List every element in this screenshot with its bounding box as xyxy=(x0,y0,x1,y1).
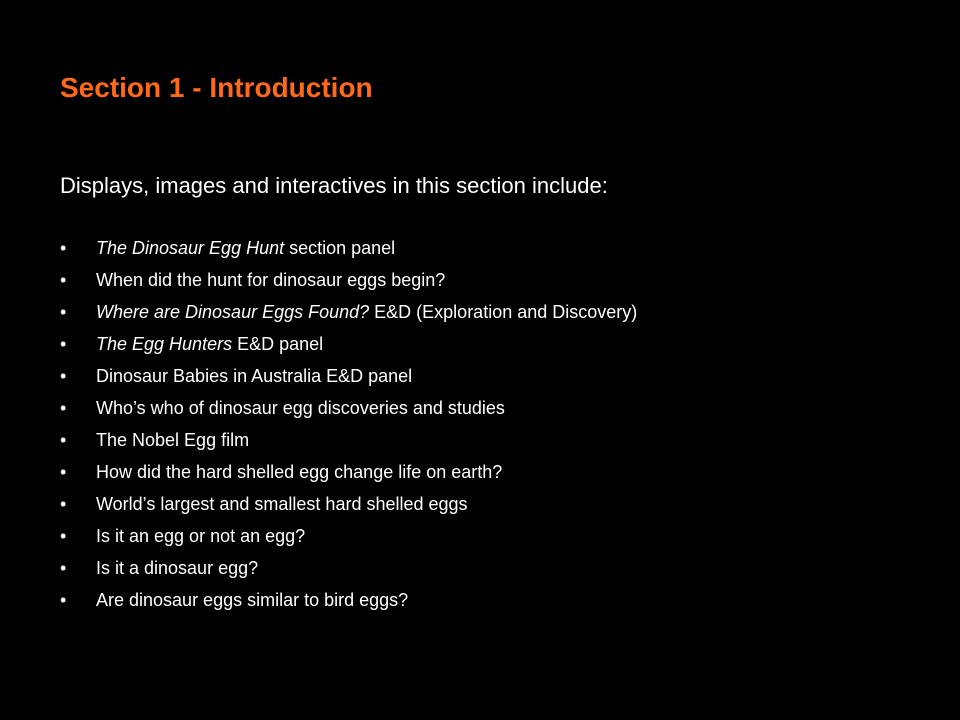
item-text: The Nobel Egg film xyxy=(96,430,250,450)
intro-text: Displays, images and interactives in this section include: xyxy=(60,173,608,198)
slide-title: Section 1 - Introduction xyxy=(60,72,373,103)
list-item xyxy=(60,236,637,268)
item-text: Who’s who of dinosaur egg discoveries and studies xyxy=(96,398,505,418)
item-text: How did the hard shelled egg change life on earth? xyxy=(96,462,503,482)
item-text: Is it an egg or not an egg? xyxy=(96,526,306,546)
item-italic-text: The Dinosaur Egg Hunt xyxy=(96,238,285,258)
list-item xyxy=(60,460,637,492)
item-text: Is it a dinosaur egg? xyxy=(96,558,259,578)
item-text: section panel xyxy=(284,238,396,258)
bullet-icon: • xyxy=(60,590,67,610)
item-italic-text: The Egg Hunters xyxy=(96,334,233,354)
item-text: E&D (Exploration and Discovery) xyxy=(369,302,638,322)
list-item xyxy=(60,396,637,428)
bullet-icon: • xyxy=(60,430,67,450)
bullet-icon: • xyxy=(60,526,67,546)
item-text: When did the hunt for dinosaur eggs begin? xyxy=(96,270,446,290)
bullet-icon: • xyxy=(60,558,67,578)
list-item xyxy=(60,524,637,556)
bullet-icon: • xyxy=(60,334,67,354)
item-text: World’s largest and smallest hard shelled eggs xyxy=(96,494,468,514)
bullet-icon: • xyxy=(60,302,67,322)
item-italic-text: Where are Dinosaur Eggs Found? xyxy=(96,302,370,322)
bullet-icon: • xyxy=(60,494,67,514)
list-item xyxy=(60,428,637,460)
list-item xyxy=(60,492,637,524)
bullet-icon: • xyxy=(60,398,67,418)
bullet-icon: • xyxy=(60,366,67,386)
bullet-icon: • xyxy=(60,238,67,258)
list-item xyxy=(60,556,637,588)
list-item xyxy=(60,268,637,300)
item-text: Dinosaur Babies in Australia E&D panel xyxy=(96,366,413,386)
list-item xyxy=(60,364,637,396)
bullet-icon: • xyxy=(60,462,67,482)
item-text: Are dinosaur eggs similar to bird eggs? xyxy=(96,590,409,610)
bullet-icon: • xyxy=(60,270,67,290)
item-list xyxy=(60,236,637,620)
list-item xyxy=(60,332,637,364)
item-text: E&D panel xyxy=(232,334,324,354)
list-item xyxy=(60,300,637,332)
list-item xyxy=(60,588,637,620)
